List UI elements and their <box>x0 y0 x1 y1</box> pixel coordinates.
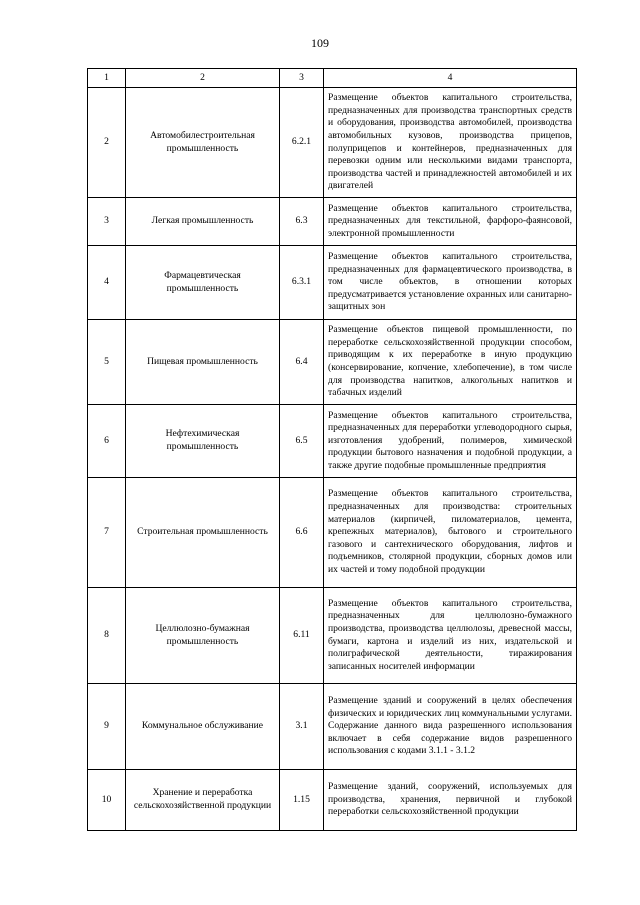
row-number: 7 <box>88 478 126 588</box>
use-type-description: Размещение объектов капитального строительства, предназначенных для текстильной, фарфоро-фаянсовой, электронной промышленности <box>324 198 577 246</box>
use-type-description: Размещение объектов капитального строительства, предназначенных для производства транспортных средств и оборудования, производства автомобилей, производства автомобильных кузовов, производства прицепов, полуприцепов и контейнеров, предназначенных для перевозки одним или несколькими видами транспорта, производства частей и принадлежностей автомобилей и их двигателей <box>324 88 577 198</box>
header-cell-2: 2 <box>126 69 280 88</box>
header-cell-4: 4 <box>324 69 577 88</box>
use-type-code: 1.15 <box>280 770 324 831</box>
header-cell-1: 1 <box>88 69 126 88</box>
row-number: 8 <box>88 588 126 684</box>
row-number: 10 <box>88 770 126 831</box>
use-type-description: Размещение объектов капитального строительства, предназначенных для переработки углеводородного сырья, изготовления удобрений, полимеров, химической продукции бытового назначения и подобной продукции, а также другие подобные промышленные предприятия <box>324 405 577 478</box>
table-row <box>88 320 577 405</box>
header-cell-3: 3 <box>280 69 324 88</box>
page-number: 109 <box>311 36 329 50</box>
use-type-code: 6.5 <box>280 405 324 478</box>
use-type-description: Размещение зданий, сооружений, используемых для производства, хранения, первичной и глубокой переработки сельскохозяйственной продукции <box>324 770 577 831</box>
row-number: 2 <box>88 88 126 198</box>
table-row <box>88 246 577 320</box>
use-type-name: Коммунальное обслуживание <box>126 684 280 770</box>
table-row <box>88 88 577 198</box>
use-type-code: 6.3.1 <box>280 246 324 320</box>
use-type-code: 6.11 <box>280 588 324 684</box>
table-row <box>88 405 577 478</box>
table-header-row <box>88 69 577 88</box>
table-row <box>88 478 577 588</box>
use-type-name: Целлюлозно-бумажная промышленность <box>126 588 280 684</box>
use-type-description: Размещение зданий и сооружений в целях обеспечения физических и юридических лиц коммунальными услугами. Содержание данного вида разрешенного использования включает в себя содержание видов разрешенного использования с кодами 3.1.1 - 3.1.2 <box>324 684 577 770</box>
use-type-name: Легкая промышленность <box>126 198 280 246</box>
row-number: 3 <box>88 198 126 246</box>
use-type-name: Нефтехимическая промышленность <box>126 405 280 478</box>
table-row <box>88 198 577 246</box>
use-type-code: 6.3 <box>280 198 324 246</box>
use-type-description: Размещение объектов капитального строительства, предназначенных для целлюлозно-бумажного производства, производства целлюлозы, древесной массы, бумаги, картона и изделий из них, издательской и полиграфической деятельности, тиражирования записанных носителей информации <box>324 588 577 684</box>
use-type-name: Автомобилестроительная промышленность <box>126 88 280 198</box>
row-number: 9 <box>88 684 126 770</box>
table-row <box>88 684 577 770</box>
use-type-description: Размещение объектов капитального строительства, предназначенных для производства: строительных материалов (кирпичей, пиломатериалов, цемента, крепежных материалов), бытового и строительного газового и сантехнического оборудования, лифтов и подъемников, столярной продукции, сборных домов или их частей и тому подобной продукции <box>324 478 577 588</box>
use-type-code: 6.6 <box>280 478 324 588</box>
row-number: 6 <box>88 405 126 478</box>
use-type-name: Фармацевтическая промышленность <box>126 246 280 320</box>
use-type-code: 3.1 <box>280 684 324 770</box>
use-type-name: Строительная промышленность <box>126 478 280 588</box>
table-row <box>88 770 577 831</box>
land-use-table <box>87 68 577 831</box>
table-row <box>88 588 577 684</box>
use-type-name: Пищевая промышленность <box>126 320 280 405</box>
use-type-description: Размещение объектов капитального строительства, предназначенных для фармацевтического производства, в том числе объектов, в отношении которых предусматривается установление охранных или санитарно-защитных зон <box>324 246 577 320</box>
use-type-name: Хранение и переработка сельскохозяйственной продукции <box>126 770 280 831</box>
row-number: 5 <box>88 320 126 405</box>
use-type-description: Размещение объектов пищевой промышленности, по переработке сельскохозяйственной продукции способом, приводящим к их переработке в иную продукцию (консервирование, копчение, хлебопечение), в том числе для производства напитков, алкогольных напитков и табачных изделий <box>324 320 577 405</box>
row-number: 4 <box>88 246 126 320</box>
use-type-code: 6.4 <box>280 320 324 405</box>
use-type-code: 6.2.1 <box>280 88 324 198</box>
